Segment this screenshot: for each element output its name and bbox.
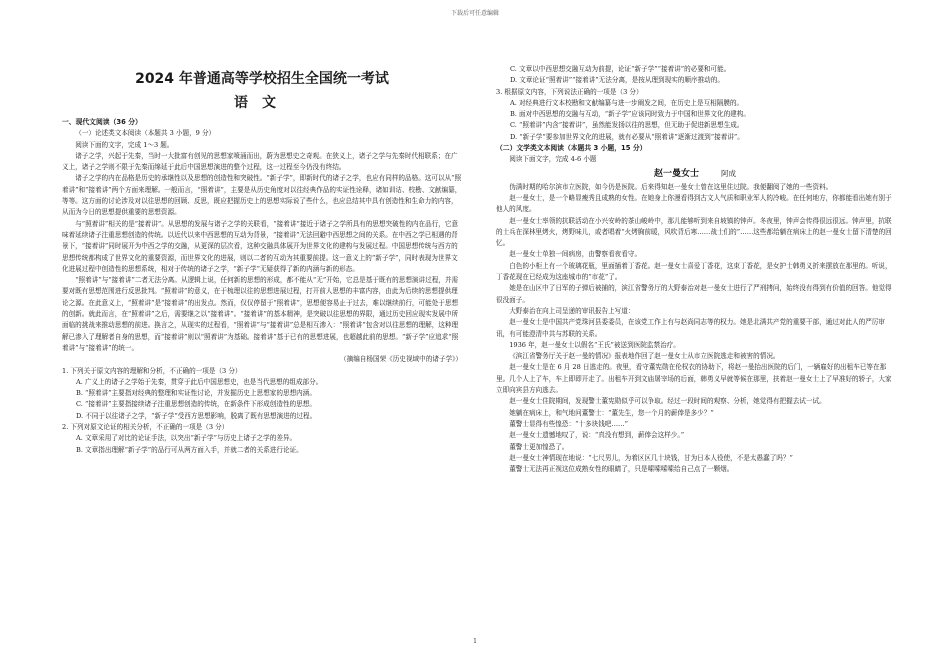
question-1-stem: 1. 下列关于原文内容的理解和分析，不正确的一项是（3 分）	[62, 366, 242, 375]
question-2-option-d: D. 文章论证“照着讲”“接着讲”无法分离，是按从理到现实的顺序推动的。	[510, 76, 724, 85]
question-1-option-d: D. 不同于以往诸子之学，“新子学”受西方思想影响，脱离了既有思想演进的过程。	[76, 411, 317, 420]
story-paragraph: 赵一曼女士是中国共产党珠河县委委员，在该党工作上有与赵尚同志等的权力。她是北满共产党的重要干部，通过对此人的严厉审讯，有可能澄清中共与苏联的关系。	[496, 318, 886, 338]
story-paragraph: 赵一曼女士住院期间，发现警士董宪勋似乎可以争取。经过一段时间的观察、分析，她觉得有把握去试一试。	[509, 397, 826, 406]
story-paragraph: 《滨江省警务厅关于赵一曼的情况》报表地作回了赵一曼女士从市立医院逃走和被害的情况。	[509, 352, 780, 361]
question-3-option-b: B. 面对中西思想的交融与互动，“新子学”应该同时致力于中国和世界文化的建构。	[510, 110, 750, 119]
story-title-text: 赵一曼女士	[653, 168, 699, 179]
subject-title: 语文	[234, 95, 290, 111]
question-1-option-c: C. “接着讲”主要指接续诸子注重思想创造的传统，在新条件下形成创造性的思想。	[76, 400, 316, 409]
section1-instruction: 阅读下面的文字，完成 1～3 题。	[75, 140, 174, 149]
story-paragraph: 大野泰治在向上司呈递的审讯报告上写道：	[509, 306, 635, 315]
question-2-option-a: A. 文章采用了对比的论证手法，以突出“新子学”与历史上诸子之学的差异。	[76, 434, 297, 443]
story-paragraph: 赵一曼女士，是一个略显瘦秀且成熟的女性。在她身上你漫看得到古文人气质和职业军人的冷峻。在任何地方，你都能看出她有别于他人的风度。	[496, 193, 892, 214]
article-paragraph: 与“照着讲”相关的是“接着讲”。从思想的发展与诸子之学的关联看，“接着讲”接近于诸子之学所具有的思想突破性的内在品行，它意味着延续诸子注重思想创造的传统。以近代以来中西思想的互动为背景，“接着讲”无法回避中西思想之间的关系。在中西之学已相遇的背景下，“接着讲”同时展开为中西之学的交融，从更深的层次看，这种交融具体展开为世界文化的建构与发展过程。中国思想传统与西方的思想传统都构成了世界文化的重要资源，而世界文化的进展，则以二者的互动为其重要前提。这一意义上的“新子学”，同时表现为世界文化进展过程中创造性的思想系统，相对于传统的诸子之学，“新子学”无疑获得了新的内涵与新的形态。	[62, 219, 459, 273]
story-paragraph: 1936 年，赵一曼女士以假名“王氏”被送到医院监禁治疗。	[509, 340, 680, 349]
article-source: （摘编自杨国荣《历史视域中的诸子学》）	[340, 355, 462, 364]
question-2-option-b: B. 文章指出理解“新子学”的品行可从两方面入手，并就二者的关系进行论证。	[76, 445, 303, 454]
story-paragraph: 董警士更加惶恐了。	[509, 442, 569, 451]
story-title	[496, 167, 894, 181]
left-column	[62, 117, 462, 456]
article-paragraph: 诸子之学，兴起于先秦，当时一大批富有创见的思想家喷涌而出，蔚为思想史之奇观。在狭义上，诸子之学与先秦时代相联系；在广义上，诸子之学则不限于先秦而绵延于此后中国思想演进的整个过程，这一过程至今仍没有终结。	[62, 151, 458, 172]
story-author: 阿成	[721, 168, 736, 178]
section1-subheading: （一）论述类文本阅读（本题共 3 小题，9 分）	[75, 129, 216, 138]
story-paragraph: 伪满时期的哈尔滨市立医院，如今仍是医院。后来得知赵一曼女士曾在这里住过院。我便翻阅了她的一些资料。	[509, 182, 833, 191]
story-paragraph: 赵一曼女士单独一间病房，由警察看夜看守。	[509, 250, 642, 259]
story-paragraph: 赵一曼女士率领的抗联活动在小兴安岭的茶山峻岭中，那儿能够听到来自坡镇的钟声。冬夜里，钟声会传得很远很远。钟声里，抗联的士兵在深林里烤火，烤野味儿，或者唱着“火烤胸前暖，风吹背后寒……战士们的”……这些都给躺在病床上的赵一曼女士留下清楚的回忆。	[496, 216, 892, 248]
page-number: 1	[473, 638, 477, 645]
article-paragraph: “照着讲”与“接着讲”二者无法分离。从逻辑上说，任何新的思想的形成，都不能从“无”开始，它总是基于既有的思想演讲过程，并需要对既有思想范围进行反思批判。“照着讲”的意义，在于梳理以往的思想进展过程，打开前人思想的丰富内容，由此为后续的思想提供理论之源。在此意义上，“照着讲”是“接着讲”的出发点。然而，仅仅停留于“照着讲”，思想便容易止于过去，难以继续前行，可能处于思想的创新。就此而言，在“照着讲”之后，需要继之以“接着讲”。“接着讲”的基本精神，是突破以往思想的界限，通过历史回应现实发展中所面临的挑战来推动思想的前进。换言之，从现实的过程看，“照着讲”与“接着讲”总是相互渗入：“照着讲”包含对以往思想的理解，这种理解已渗入了理解者自身的思想，而“接着讲”则以“照着讲”为基础。接着讲”基于已有的思想进展，也超越此前的思想。“新子学”应追求“照着讲”与“接着讲”的统一。	[62, 276, 459, 352]
question-3-option-d: D. “新子学”要参加世界文化的进展，就有必要从“照着讲”逐渐过渡到“接着讲”。	[510, 132, 744, 141]
story-paragraph: 赵一曼女士遗憾地叹了，说：“真没有想到，薪俸会这样少。”	[509, 431, 685, 440]
right-column	[496, 64, 894, 475]
question-3-option-a: A. 对经典进行文本校勘和文献编纂与进一步阐发之间，在历史上是互相隔膜的。	[510, 98, 744, 107]
story-paragraph: 董警士显得有些惶恐：“十多块钱吧……”	[509, 419, 629, 428]
header-note: 下载后可任意编辑	[450, 10, 499, 17]
story-paragraph: 白色的小柜上有一个玻璃花瓶，里面插着丁香花。赵一曼女士喜爱丁香花，这束丁香花，是女护士韩勇义折来摆放在那里的。听说，丁香花现在已经成为这座城市的“市花”了。	[496, 261, 892, 282]
question-2-option-c: C. 文章以中西思想交融互动为前提，论证“新子学”“接着讲”的必要和可能。	[510, 65, 731, 73]
question-3-option-c: C. “照着讲”内含“接着讲”，虽然能发扬以往的思想，但无助于促进新思想生成。	[510, 121, 744, 130]
question-3-stem: 3. 根据原文内容，下列说法正确的一项是（3 分）	[496, 87, 643, 96]
question-1-option-a: A. 广义上的诸子之学始于先秦，贯穿于此后中国思想史，也是当代思想的组成部分。	[76, 377, 323, 386]
section2-instruction: 阅读下面文字，完成 4-6 小题	[509, 155, 597, 164]
question-2-stem: 2. 下列对原文论证的相关分析，不正确的一项是（3 分）	[62, 423, 229, 432]
story-paragraph: 她是在山区中了日军的子弹后被捕的，滨江省警务厅的大野泰治对赵一曼女士进行了严刑拷问，始终没有得到有价值的回答。他觉得很没面子。	[496, 284, 892, 304]
story-paragraph: 赵一曼女士神情现在地说：“七尺男儿，为着区区几十块钱，甘为日本人役使，不是太愚蠢了吗？”	[509, 453, 793, 462]
section1-heading: 一、现代文阅读（36 分）	[62, 118, 142, 126]
story-paragraph: 董警士无法再正视这位成熟女性的眼睛了，只是嗦嗦嗦嗦给自己点了一颗烟。	[509, 465, 734, 474]
article-paragraph: 诸子之学的内在品格是历史的承继性以及思想的创造性和突破性。“新子学”，即新时代的诸子之学，也应有同样的品格。这可以从“照着讲”和“接着讲”两个方面来理解。一般而言，“照着讲”，主要是从历史角度对以往经典作品的实证性诠释，诸如训诂、校勘、文献编纂，等等。这方面的讨论涉及对以往思想的回顾、反思，既应把握历史上的思想实际说了些什么，也应总结其中具有创造性和生命力的内容，从而为今日的思想提供重要的思想资源。	[62, 174, 462, 217]
section2-heading: （二）文学类文本阅读（本题共 3 小题，15 分）	[496, 144, 647, 153]
story-paragraph: 赵一曼女士是在 6 月 28 日逃走的。夜里，看守董宪勋在伦权衣的协助下，将赵一曼抬出医院的后门，一辆雇好的出租车已等在那里。几个人上了车，车上即即开走了。出租车开到文庙屠宰场的后面，韩勇义早就等候在那里，扶着赵一曼女士上了早准好的轿子，大家立即向宾县方向逃去。	[496, 363, 892, 395]
story-paragraph: 她躺在病床上，和气地问董警士：“董先生，您一个月的薪俸是多少？”	[509, 408, 714, 417]
exam-title: 2024 年普通高等学校招生全国统一考试	[135, 71, 389, 87]
question-1-option-b: B. “照着讲”主要指对经典的整理和实证性讨论，并发掘历史上思想家的思想内涵。	[76, 389, 316, 398]
